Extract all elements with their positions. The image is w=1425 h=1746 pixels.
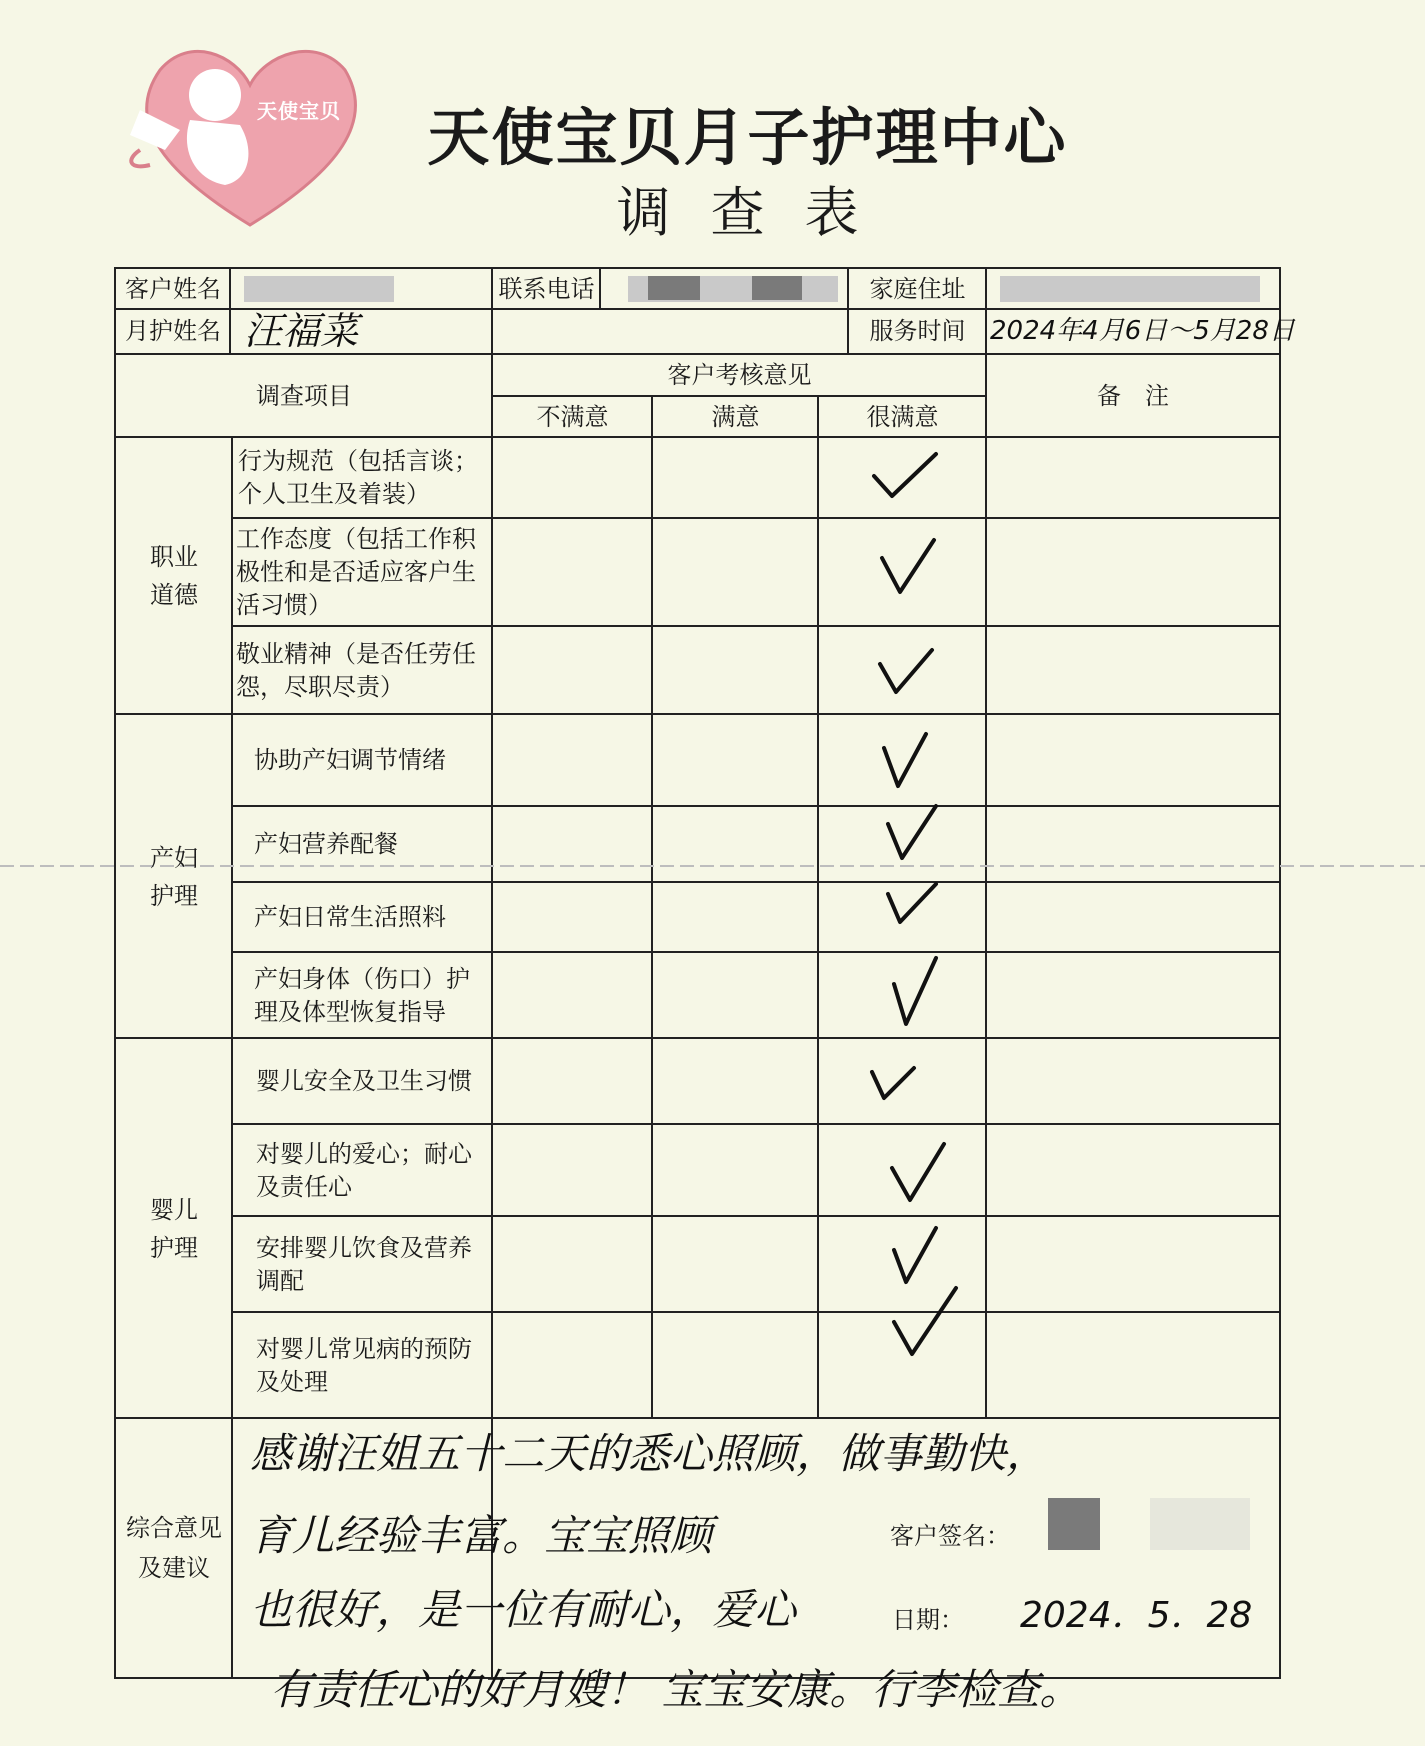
phone-label: 联系电话 xyxy=(498,274,595,303)
survey-item: 协助产妇调节情绪 xyxy=(254,746,446,774)
summary-line: 也很好，是一位有耐心，爱心 xyxy=(250,1585,797,1634)
document-subtitle: 调查表 xyxy=(616,181,899,244)
document-title: 天使宝贝月子护理中心 xyxy=(427,101,1068,174)
customer-name-label: 客户姓名 xyxy=(125,274,221,303)
checkmark-icon xyxy=(884,802,940,862)
summary-line: 感谢汪姐五十二天的悉心照顾，做事勤快， xyxy=(250,1429,1049,1478)
address-redaction xyxy=(1000,276,1260,302)
checkmark-icon xyxy=(884,880,940,926)
survey-item: 工作态度（包括工作积 极性和是否适应客户生 活习惯） xyxy=(236,525,476,619)
satisfied-header: 满意 xyxy=(711,402,760,431)
survey-item: 产妇身体（伤口）护 理及体型恢复指导 xyxy=(254,964,470,1026)
survey-item-header: 调查项目 xyxy=(256,381,352,410)
checkmark-icon xyxy=(868,1064,918,1102)
survey-item: 产妇营养配餐 xyxy=(254,830,398,858)
logo-text: 天使宝贝 xyxy=(257,99,341,123)
category-infant-care: 婴儿 护理 xyxy=(150,1195,198,1262)
survey-item: 敬业精神（是否任劳任 怨，尽职尽责） xyxy=(236,639,476,701)
survey-item: 对婴儿的爱心；耐心 及责任心 xyxy=(256,1139,472,1201)
checkmark-icon xyxy=(870,450,940,502)
service-time-value: 2024年4月6日～5月28日 xyxy=(990,316,1295,346)
checkmark-icon xyxy=(878,536,938,596)
remarks-header: 备 注 xyxy=(1097,381,1169,410)
unsatisfied-header: 不满意 xyxy=(536,402,609,431)
summary-label: 综合意见 及建议 xyxy=(126,1514,222,1582)
signature-label: 客户签名： xyxy=(890,1521,1010,1550)
nurse-name-label: 月护姓名 xyxy=(125,317,221,345)
very-satisfied-header: 很满意 xyxy=(866,402,939,431)
checkmark-icon xyxy=(890,1224,940,1286)
checkmark-icon xyxy=(880,730,930,790)
phone-redaction xyxy=(752,276,802,300)
customer-name-redaction xyxy=(244,276,394,302)
nurse-name-value: 汪福菜 xyxy=(244,309,359,353)
checkmark-icon xyxy=(890,954,940,1028)
summary-line: 有责任心的好月嫂！ 宝宝安康。行李检查。 xyxy=(270,1665,1082,1714)
signature-redaction-light xyxy=(1150,1498,1250,1550)
summary-line: 育儿经验丰富。宝宝照顾 xyxy=(250,1511,713,1560)
survey-item: 对婴儿常见病的预防 及处理 xyxy=(256,1334,472,1396)
survey-item: 产妇日常生活照料 xyxy=(254,903,446,931)
survey-item: 行为规范（包括言谈； 个人卫生及着装） xyxy=(238,447,478,508)
date-value: 2024．5．28 xyxy=(1020,1594,1253,1636)
checkmark-icon xyxy=(888,1140,948,1204)
opinion-header: 客户考核意见 xyxy=(667,361,812,389)
signature-redaction xyxy=(1048,1498,1100,1550)
service-time-label: 服务时间 xyxy=(869,317,966,345)
survey-item: 婴儿安全及卫生习惯 xyxy=(256,1067,472,1095)
phone-redaction xyxy=(648,276,700,300)
checkmark-icon xyxy=(876,646,936,696)
category-professional-ethics: 职业 道德 xyxy=(150,543,198,609)
category-maternal-care: 产妇 护理 xyxy=(150,843,198,910)
checkmark-icon xyxy=(890,1284,960,1358)
date-label: 日期： xyxy=(892,1605,964,1634)
survey-item: 安排婴儿饮食及营养 调配 xyxy=(256,1233,472,1295)
address-label: 家庭住址 xyxy=(869,274,966,303)
